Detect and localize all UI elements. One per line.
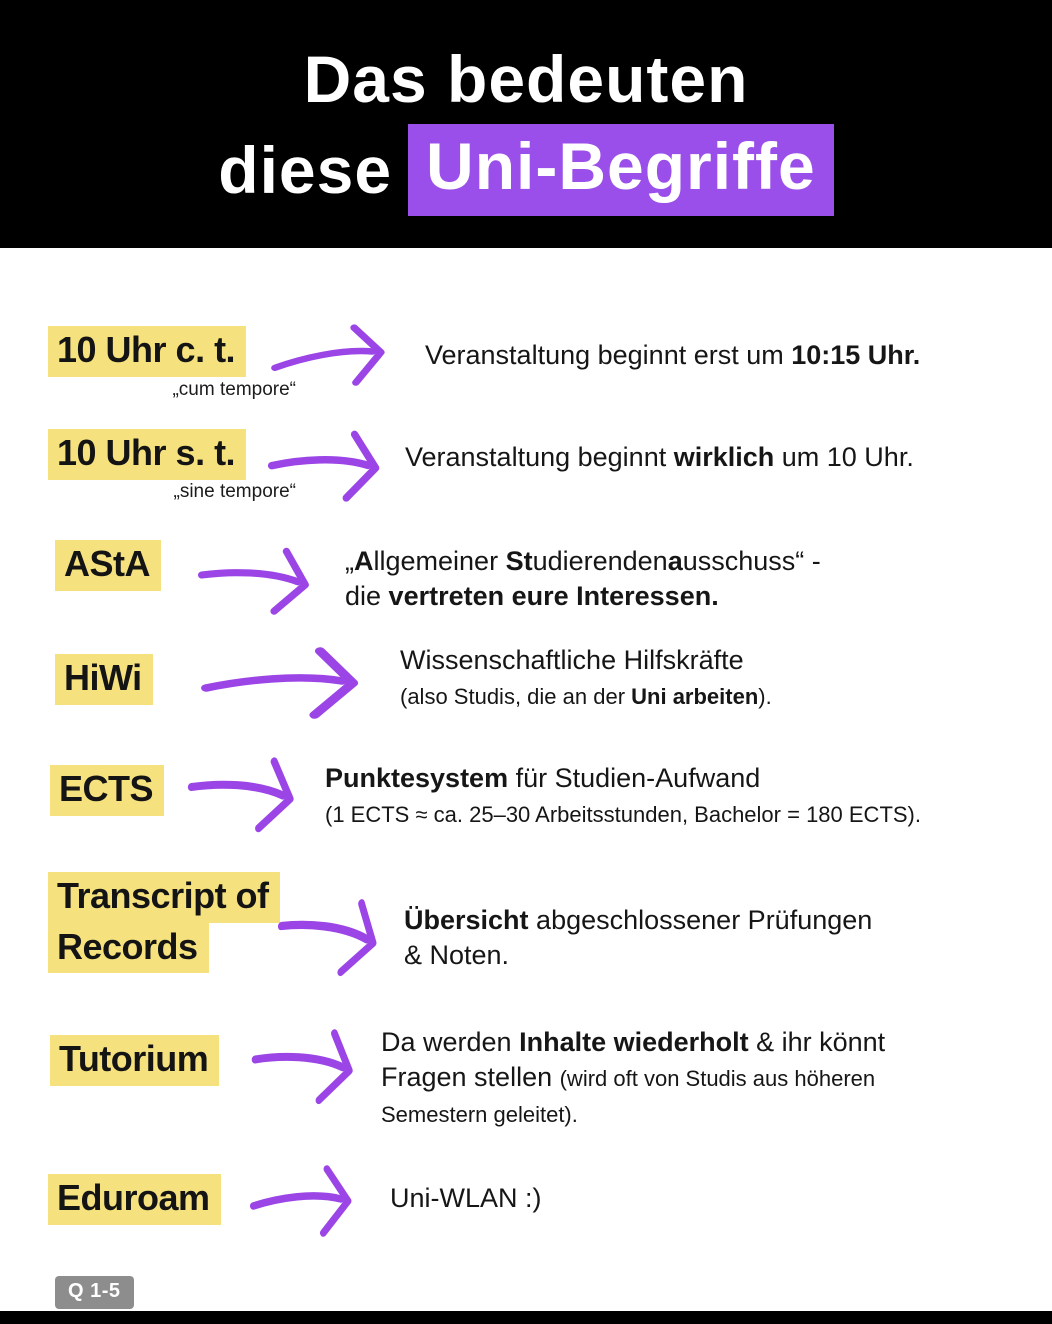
definition-segment: a [667,546,683,576]
bottom-edge-strip [0,1311,1052,1324]
definition-segment: llgemeiner [373,546,506,576]
definition-segment: Uni-WLAN :) [390,1183,542,1213]
definition-line [405,440,1020,475]
hand-drawn-arrow-icon [263,417,405,510]
definition-line [381,1025,996,1060]
definition-line [381,1096,996,1132]
definition-line [400,678,980,714]
definition-segment: wirklich [673,442,775,472]
term-highlight: HiWi [55,654,153,705]
title-line-2-prefix: diese [218,133,393,207]
header [0,0,1052,248]
title-line-2 [218,124,833,216]
definition-segment: ). [758,684,772,709]
term-subtitle-st: „sine tempore“ [173,481,296,502]
definition-segment: usschuss“ - [682,546,821,576]
term-line [55,540,161,591]
term-ects [50,765,164,816]
definition-line [390,1181,710,1216]
definition-tutorium [381,1025,996,1132]
definition-segment: abgeschlossener Prüfungen [528,905,873,935]
term-highlight: Tutorium [50,1035,219,1086]
definition-segment: vertreten eure Interessen. [388,581,719,611]
hand-drawn-arrow-icon [198,640,390,724]
definition-segment: Inhalte wiederholt [519,1027,749,1057]
definition-hiwi [400,643,980,714]
hand-drawn-arrow-icon [191,529,337,627]
definition-segment: Fragen stellen [381,1062,560,1092]
hand-drawn-arrow-icon [266,873,407,994]
hand-drawn-arrow-icon [265,313,412,399]
term-highlight: Transcript of [48,872,280,923]
term-line [48,923,280,974]
definition-segment: Semestern geleitet). [381,1102,578,1127]
definition-segment: Übersicht [404,905,529,935]
definition-segment: „ [345,546,354,576]
term-asta [55,540,161,591]
term-highlight: 10 Uhr s. t. [48,429,246,480]
term-highlight: 10 Uhr c. t. [48,326,246,377]
definition-segment: & Noten. [404,940,510,970]
definition-segment: 10:15 Uhr. [791,340,921,370]
term-tutorium [50,1035,219,1086]
definition-line [381,1060,996,1096]
term-line [48,872,280,923]
definition-line [404,903,984,938]
definition-segment: & ihr könnt [748,1027,886,1057]
definition-segment: udierenden [532,546,668,576]
source-badge: Q 1-5 [55,1276,134,1309]
definition-line [345,579,945,614]
definition-segment: (1 ECTS ≈ ca. 25–30 Arbeitsstunden, Bachelor = 180 ECTS). [325,802,921,827]
definition-segment: für Studien-Aufwand [508,763,761,793]
definition-segment: Punktesystem [325,763,509,793]
term-line [48,326,246,377]
definition-line [400,643,980,678]
term-line [50,765,164,816]
definition-ects [325,761,1015,832]
definition-st [405,440,1020,475]
term-highlight: ECTS [50,765,164,816]
definition-segment: Veranstaltung beginnt [405,442,674,472]
term-line [55,654,153,705]
definition-line [345,544,945,579]
term-transcript [48,872,280,973]
title-line-1: Das bedeuten [303,42,749,116]
term-subtitle-ct: „cum tempore“ [172,379,296,400]
term-highlight: AStA [55,540,161,591]
definition-segment: A [354,546,374,576]
definition-segment: um 10 Uhr. [774,442,914,472]
hand-drawn-arrow-icon [248,1158,372,1242]
term-ct [48,326,246,377]
title-line-2-highlight: Uni-Begriffe [408,124,834,216]
term-line [48,429,246,480]
definition-asta [345,544,945,614]
hand-drawn-arrow-icon [243,1008,381,1118]
definition-segment: Da werden [381,1027,520,1057]
definition-ct [425,338,1015,373]
term-st [48,429,246,480]
definition-segment: (also Studis, die an der [400,684,632,709]
definition-transcript [404,903,984,973]
definition-segment: Wissenschaftliche Hilfskräfte [400,645,744,675]
term-hiwi [55,654,153,705]
definition-segment: Veranstaltung beginnt erst um [425,340,792,370]
term-highlight: Records [48,923,209,974]
definition-segment: St [505,546,533,576]
definition-line [425,338,1015,373]
definition-segment: (wird oft von Studis aus höheren [559,1066,876,1091]
definition-line [325,761,1015,796]
definition-segment: die [345,581,389,611]
definition-line [404,938,984,973]
term-eduroam [48,1174,221,1225]
term-highlight: Eduroam [48,1174,221,1225]
hand-drawn-arrow-icon [179,735,323,846]
term-line [48,1174,221,1225]
definition-segment: Uni arbeiten [631,684,759,709]
term-line [50,1035,219,1086]
definition-eduroam [390,1181,710,1216]
definition-line [325,796,1015,832]
